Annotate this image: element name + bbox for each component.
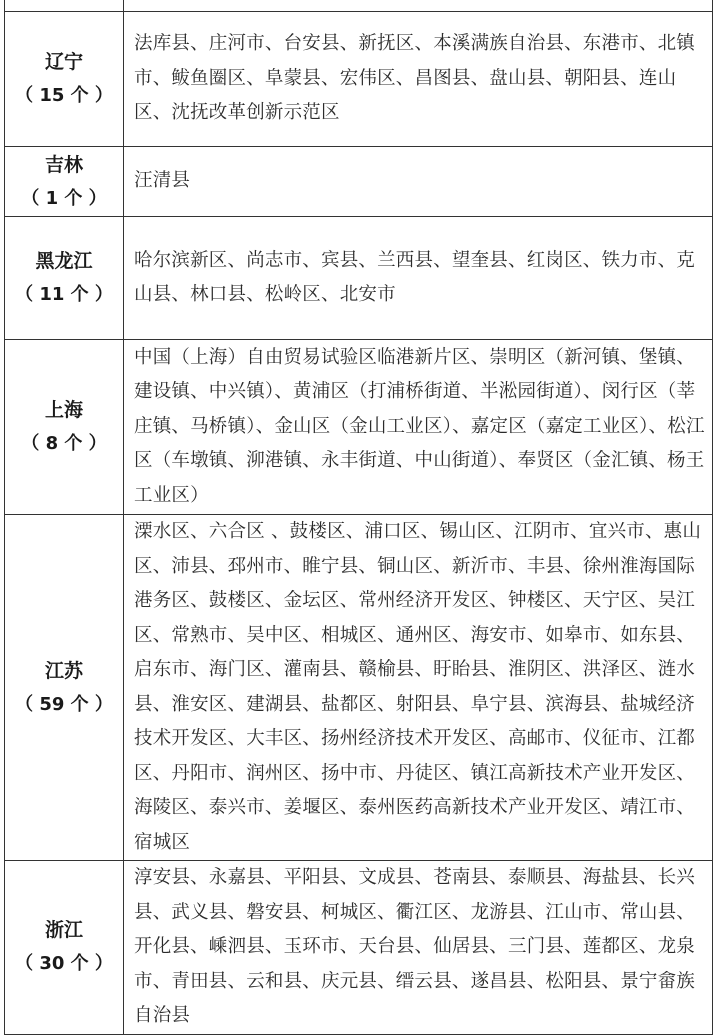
counties-cell: 淳安县、永嘉县、平阳县、文成县、苍南县、泰顺县、海盐县、长兴县、武义县、磐安县、柯城区、衢江区、龙游县、江山市、常山县、开化县、嵊泗县、玉环市、天台县、仙居县、三门县、莲都区、龙泉市、青田县、云和县、庆元县、缙云县、遂昌县、松阳县、景宁畲族自治县 [124,861,713,1035]
counties-cell: 中国（上海）自由贸易试验区临港新片区、崇明区（新河镇、堡镇、建设镇、中兴镇）、黄浦区（打浦桥街道、半淞园街道）、闵行区（莘庄镇、马桥镇）、金山区（金山工业区）、嘉定区（嘉定工业区）、松江区（车墩镇、泖港镇、永丰街道、中山街道）、奉贤区（金汇镇、杨王工业区） [124,340,713,515]
table-row-heilongjiang [5,217,713,340]
counties-cell: 法库县、庄河市、台安县、新抚区、本溪满族自治县、东港市、北镇市、鲅鱼圈区、阜蒙县、宏伟区、昌图县、盘山县、朝阳县、连山区、沈抚改革创新示范区 [124,12,713,147]
province-cell [5,515,124,861]
table-row-liaoning [5,12,713,147]
province-count: （ 59 个 ） [15,693,113,715]
province-count: （ 1 个 ） [21,187,107,209]
province-name: 辽宁 [44,51,83,73]
province-cell [5,340,124,515]
province-name: 黑龙江 [35,250,93,272]
province-name: 江苏 [44,659,83,682]
province-count: （ 8 个 ） [21,433,107,454]
table-row-zhejiang [5,861,713,1035]
counties-cell: 汪清县 [124,147,713,217]
province-count: （ 11 个 ） [15,284,113,305]
counties-cell: 哈尔滨新区、尚志市、宾县、兰西县、望奎县、红岗区、铁力市、克山县、林口县、松岭区、北安市 [124,217,713,340]
counties-cell: 溧水区、六合区 、鼓楼区、浦口区、锡山区、江阴市、宜兴市、惠山区、沛县、邳州市、睢宁县、铜山区、新沂市、丰县、徐州淮海国际港务区、鼓楼区、金坛区、常州经济开发区、钟楼区、天宁区、吴江区、常熟市、吴中区、相城区、通州区、海安市、如皋市、如东县、启东市、海门区、灌南县、赣榆县、盱眙县、淮阴区、洪泽区、涟水县、淮安区、建湖县、盐都区、射阳县、阜宁县、滨海县、盐城经济技术开发区、大丰区、扬州经济技术开发区、高邮市、仪征市、江都区、丹阳市、润州区、扬中市、丹徒区、镇江高新技术产业开发区、海陵区、泰兴市、姜堰区、泰州医药高新技术产业开发区、靖江市、宿城区 [124,515,713,861]
table-row-top-edge [5,0,713,12]
province-cell [5,12,124,147]
province-cell [5,861,124,1035]
province-cell-empty [5,0,124,12]
province-count: （ 15 个 ） [15,85,113,106]
province-name: 浙江 [44,919,83,942]
counties-cell-empty [124,0,713,12]
province-cell [5,147,124,217]
province-count: （ 30 个 ） [15,953,113,975]
province-cell [5,217,124,340]
table-row-shanghai [5,340,713,515]
table-row-jilin [5,147,713,217]
province-name: 上海 [44,399,83,421]
province-name: 吉林 [44,153,83,176]
county-list-table [4,0,713,1035]
table-row-jiangsu [5,515,713,861]
